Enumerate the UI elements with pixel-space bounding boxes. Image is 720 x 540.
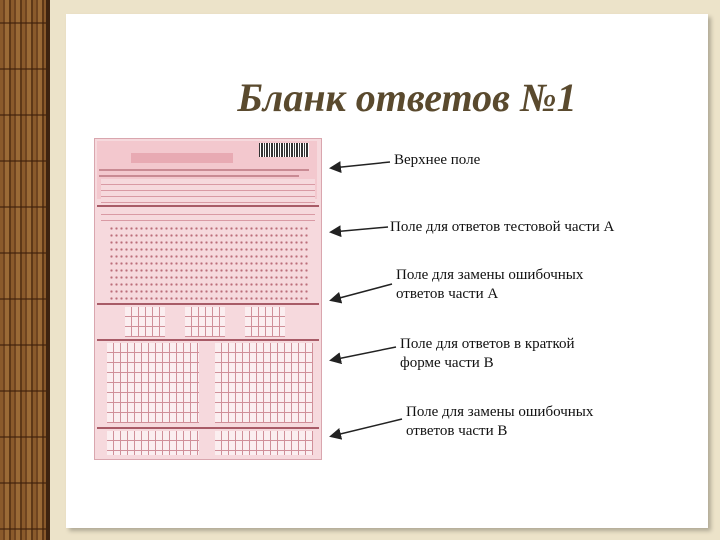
callout-part-b-replace: [406, 403, 593, 441]
arrow-part-a-replace: [332, 284, 392, 300]
callout-line: Поле для замены ошибочных: [396, 267, 584, 283]
callout-line: форме части В: [400, 355, 494, 371]
arrow-part-b: [332, 347, 396, 360]
callout-line: ответов части А: [396, 286, 499, 302]
callout-line: Поле для замены ошибочных: [406, 404, 594, 420]
callout-arrows: [66, 14, 708, 528]
slide-panel: [66, 14, 708, 528]
arrow-part-b-replace: [332, 419, 402, 436]
callout-part-a: Поле для ответов тестовой части А: [390, 219, 615, 235]
callout-part-b: [400, 335, 575, 373]
callout-top-field: Верхнее поле: [394, 152, 481, 168]
callout-line: ответов части В: [406, 423, 508, 439]
arrow-part-a: [332, 227, 388, 232]
callout-part-a-replace: [396, 266, 583, 304]
arrow-top-field: [332, 162, 390, 168]
slide-title: Бланк ответов №1: [237, 75, 577, 120]
wooden-border: [0, 0, 50, 540]
callout-line: Поле для ответов в краткой: [400, 336, 575, 352]
